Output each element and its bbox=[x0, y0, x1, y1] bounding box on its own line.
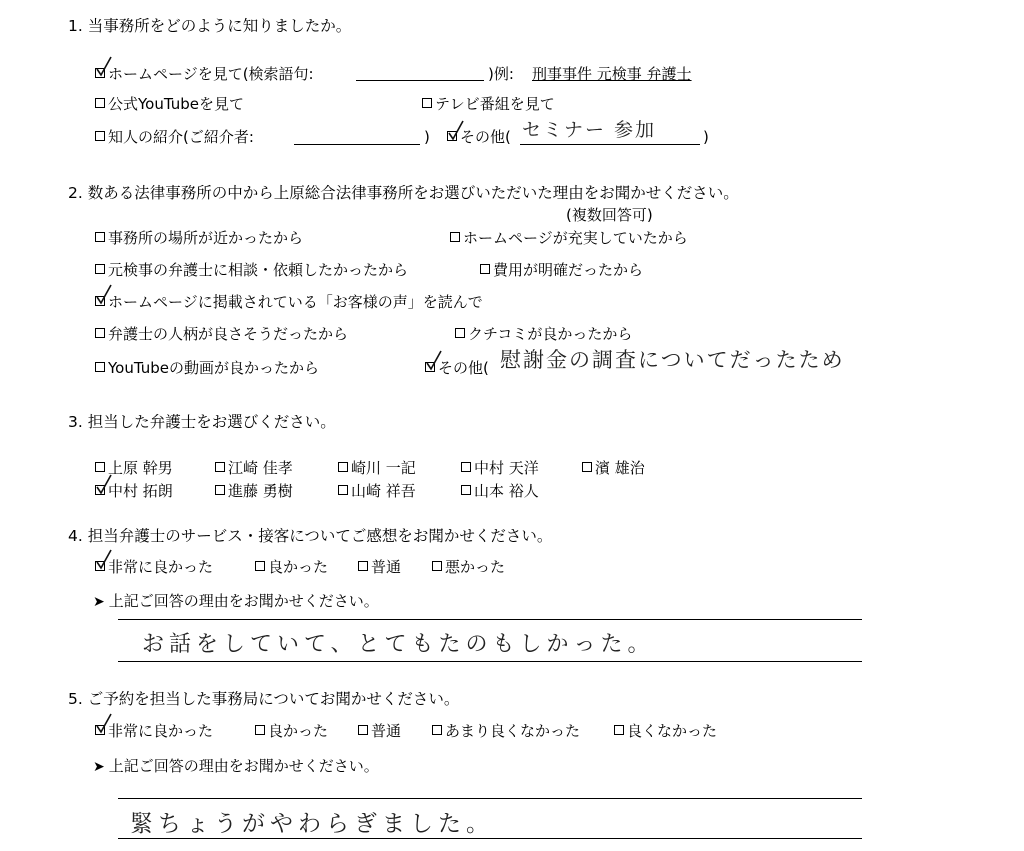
q4-option[interactable] bbox=[95, 557, 213, 577]
option-label: その他( bbox=[460, 128, 511, 146]
checkbox[interactable] bbox=[338, 485, 348, 495]
lawyer-option[interactable] bbox=[338, 481, 416, 501]
blank-line bbox=[520, 144, 700, 145]
option-label: その他( bbox=[438, 359, 489, 377]
lawyer-option[interactable] bbox=[215, 481, 293, 501]
lawyer-option[interactable] bbox=[215, 458, 293, 478]
answer-line bbox=[118, 798, 862, 799]
blank-line bbox=[294, 144, 420, 145]
handwritten-reason-q4: お話をしていて、とてもたのもしかった。 bbox=[142, 632, 655, 657]
q1-other-close: ) bbox=[703, 128, 709, 146]
q4-option[interactable] bbox=[255, 557, 328, 577]
lawyer-name: 上原 幹男 bbox=[108, 459, 173, 477]
option-label: 良かった bbox=[268, 722, 329, 740]
option-label: あまり良くなかった bbox=[445, 722, 581, 740]
lawyer-name: 山本 裕人 bbox=[474, 482, 539, 500]
lawyer-option[interactable] bbox=[461, 458, 539, 478]
q1-example-text: 刑事事件 元検事 弁護士 bbox=[532, 65, 692, 83]
option-label: 元検事の弁護士に相談・依頼したかったから bbox=[108, 261, 409, 279]
option-label: 費用が明確だったから bbox=[493, 261, 644, 279]
checkbox[interactable] bbox=[255, 725, 265, 735]
option-label: ホームページが充実していたから bbox=[463, 229, 688, 247]
q2-note: (複数回答可) bbox=[566, 206, 653, 224]
answer-line bbox=[118, 619, 862, 620]
q1-title: 1. 当事務所をどのように知りましたか。 bbox=[68, 17, 352, 35]
checkbox[interactable] bbox=[95, 232, 105, 242]
lawyer-name: 中村 拓朗 bbox=[108, 482, 173, 500]
checkbox[interactable] bbox=[432, 725, 442, 735]
checkmark-icon bbox=[96, 549, 112, 571]
option-label: クチコミが良かったから bbox=[468, 325, 633, 343]
lawyer-name: 崎川 一記 bbox=[351, 459, 416, 477]
lawyer-option[interactable] bbox=[582, 458, 645, 478]
lawyer-option[interactable] bbox=[461, 481, 539, 501]
lawyer-name: 山崎 祥吾 bbox=[351, 482, 416, 500]
q1-referral-close: ) bbox=[424, 128, 430, 146]
option-label: ホームページを見て(検索語句: bbox=[108, 65, 314, 83]
prompt-label: 上記ご回答の理由をお聞かせください。 bbox=[108, 592, 379, 610]
checkmark-icon bbox=[426, 350, 442, 372]
q4-reason-prompt bbox=[93, 591, 379, 612]
q4-option[interactable] bbox=[358, 557, 401, 577]
option-label: 非常に良かった bbox=[108, 722, 214, 740]
option-label: 普通 bbox=[371, 558, 402, 576]
checkbox[interactable] bbox=[215, 462, 225, 472]
option-label: 事務所の場所が近かったから bbox=[108, 229, 304, 247]
q1-option-homepage[interactable] bbox=[95, 64, 314, 84]
checkbox[interactable] bbox=[450, 232, 460, 242]
q5-option[interactable] bbox=[432, 721, 580, 741]
q5-option[interactable] bbox=[358, 721, 401, 741]
q5-title: 5. ご予約を担当した事務局についてお聞かせください。 bbox=[68, 690, 460, 708]
handwritten-other-q2: 慰謝金の調査についてだったため bbox=[500, 348, 845, 372]
q4-option[interactable] bbox=[432, 557, 505, 577]
q3-title: 3. 担当した弁護士をお選びください。 bbox=[68, 413, 336, 431]
checkbox[interactable] bbox=[338, 462, 348, 472]
blank-line bbox=[356, 80, 484, 81]
q2-title: 2. 数ある法律事務所の中から上原総合法律事務所をお選びいただいた理由をお聞かせください。 bbox=[68, 184, 739, 202]
checkbox[interactable] bbox=[582, 462, 592, 472]
q2-option-voice[interactable] bbox=[95, 292, 483, 312]
option-label: YouTubeの動画が良かったから bbox=[108, 359, 319, 377]
q1-option-referral[interactable] bbox=[95, 127, 254, 147]
checkmark-icon bbox=[96, 713, 112, 735]
arrow-right-icon: ➤ bbox=[93, 594, 105, 610]
option-label: 普通 bbox=[371, 722, 402, 740]
q1-example-prefix: )例: bbox=[488, 65, 514, 83]
checkbox[interactable] bbox=[255, 561, 265, 571]
checkbox[interactable] bbox=[215, 485, 225, 495]
checkbox[interactable] bbox=[422, 98, 432, 108]
checkbox[interactable] bbox=[95, 264, 105, 274]
option-label: ホームページに掲載されている「お客様の声」を読んで bbox=[108, 293, 483, 311]
q4-title: 4. 担当弁護士のサービス・接客についてご感想をお聞かせください。 bbox=[68, 527, 553, 545]
checkbox[interactable] bbox=[95, 362, 105, 372]
lawyer-name: 江崎 佳孝 bbox=[228, 459, 293, 477]
checkbox[interactable] bbox=[95, 462, 105, 472]
option-label: 良かった bbox=[268, 558, 329, 576]
checkbox[interactable] bbox=[614, 725, 624, 735]
q2-option-reviews[interactable] bbox=[455, 324, 632, 344]
checkbox[interactable] bbox=[95, 328, 105, 338]
q2-option-personality[interactable] bbox=[95, 324, 348, 344]
option-label: 弁護士の人柄が良さそうだったから bbox=[108, 325, 349, 343]
handwritten-other-q1: セミナー 参加 bbox=[522, 119, 657, 141]
checkbox[interactable] bbox=[432, 561, 442, 571]
checkbox[interactable] bbox=[461, 462, 471, 472]
arrow-right-icon: ➤ bbox=[93, 759, 105, 775]
answer-line bbox=[118, 661, 862, 662]
q2-option-fee[interactable] bbox=[480, 260, 643, 280]
q2-option-youtube-video[interactable] bbox=[95, 358, 319, 378]
q1-option-tv[interactable] bbox=[422, 94, 555, 114]
checkbox[interactable] bbox=[358, 725, 368, 735]
checkbox[interactable] bbox=[480, 264, 490, 274]
checkmark-icon bbox=[96, 474, 112, 496]
lawyer-name: 濱 雄治 bbox=[595, 459, 645, 477]
checkbox[interactable] bbox=[455, 328, 465, 338]
checkmark-icon bbox=[448, 120, 464, 142]
option-label: 公式YouTubeを見て bbox=[108, 95, 244, 113]
q5-reason-prompt bbox=[93, 756, 379, 777]
q1-option-youtube[interactable] bbox=[95, 94, 244, 114]
q2-option-ex-prosecutor[interactable] bbox=[95, 260, 408, 280]
prompt-label: 上記ご回答の理由をお聞かせください。 bbox=[108, 757, 379, 775]
lawyer-option[interactable] bbox=[338, 458, 416, 478]
option-label: 知人の紹介(ご紹介者: bbox=[108, 128, 254, 146]
option-label: 非常に良かった bbox=[108, 558, 214, 576]
option-label: 良くなかった bbox=[627, 722, 718, 740]
checkbox[interactable] bbox=[358, 561, 368, 571]
checkmark-icon bbox=[96, 284, 112, 306]
option-label: テレビ番組を見て bbox=[435, 95, 555, 113]
lawyer-name: 進藤 勇樹 bbox=[228, 482, 293, 500]
q2-option-hp-content[interactable] bbox=[450, 228, 688, 248]
checkmark-icon bbox=[96, 56, 112, 78]
checkbox[interactable] bbox=[95, 98, 105, 108]
q2-option-location[interactable] bbox=[95, 228, 303, 248]
checkbox[interactable] bbox=[95, 131, 105, 141]
checkbox[interactable] bbox=[461, 485, 471, 495]
option-label: 悪かった bbox=[445, 558, 506, 576]
lawyer-name: 中村 天洋 bbox=[474, 459, 539, 477]
q5-option[interactable] bbox=[95, 721, 213, 741]
answer-line bbox=[118, 838, 862, 839]
handwritten-reason-q5: 緊ちょうがやわらぎました。 bbox=[130, 811, 494, 837]
q5-option[interactable] bbox=[255, 721, 328, 741]
q5-option[interactable] bbox=[614, 721, 717, 741]
